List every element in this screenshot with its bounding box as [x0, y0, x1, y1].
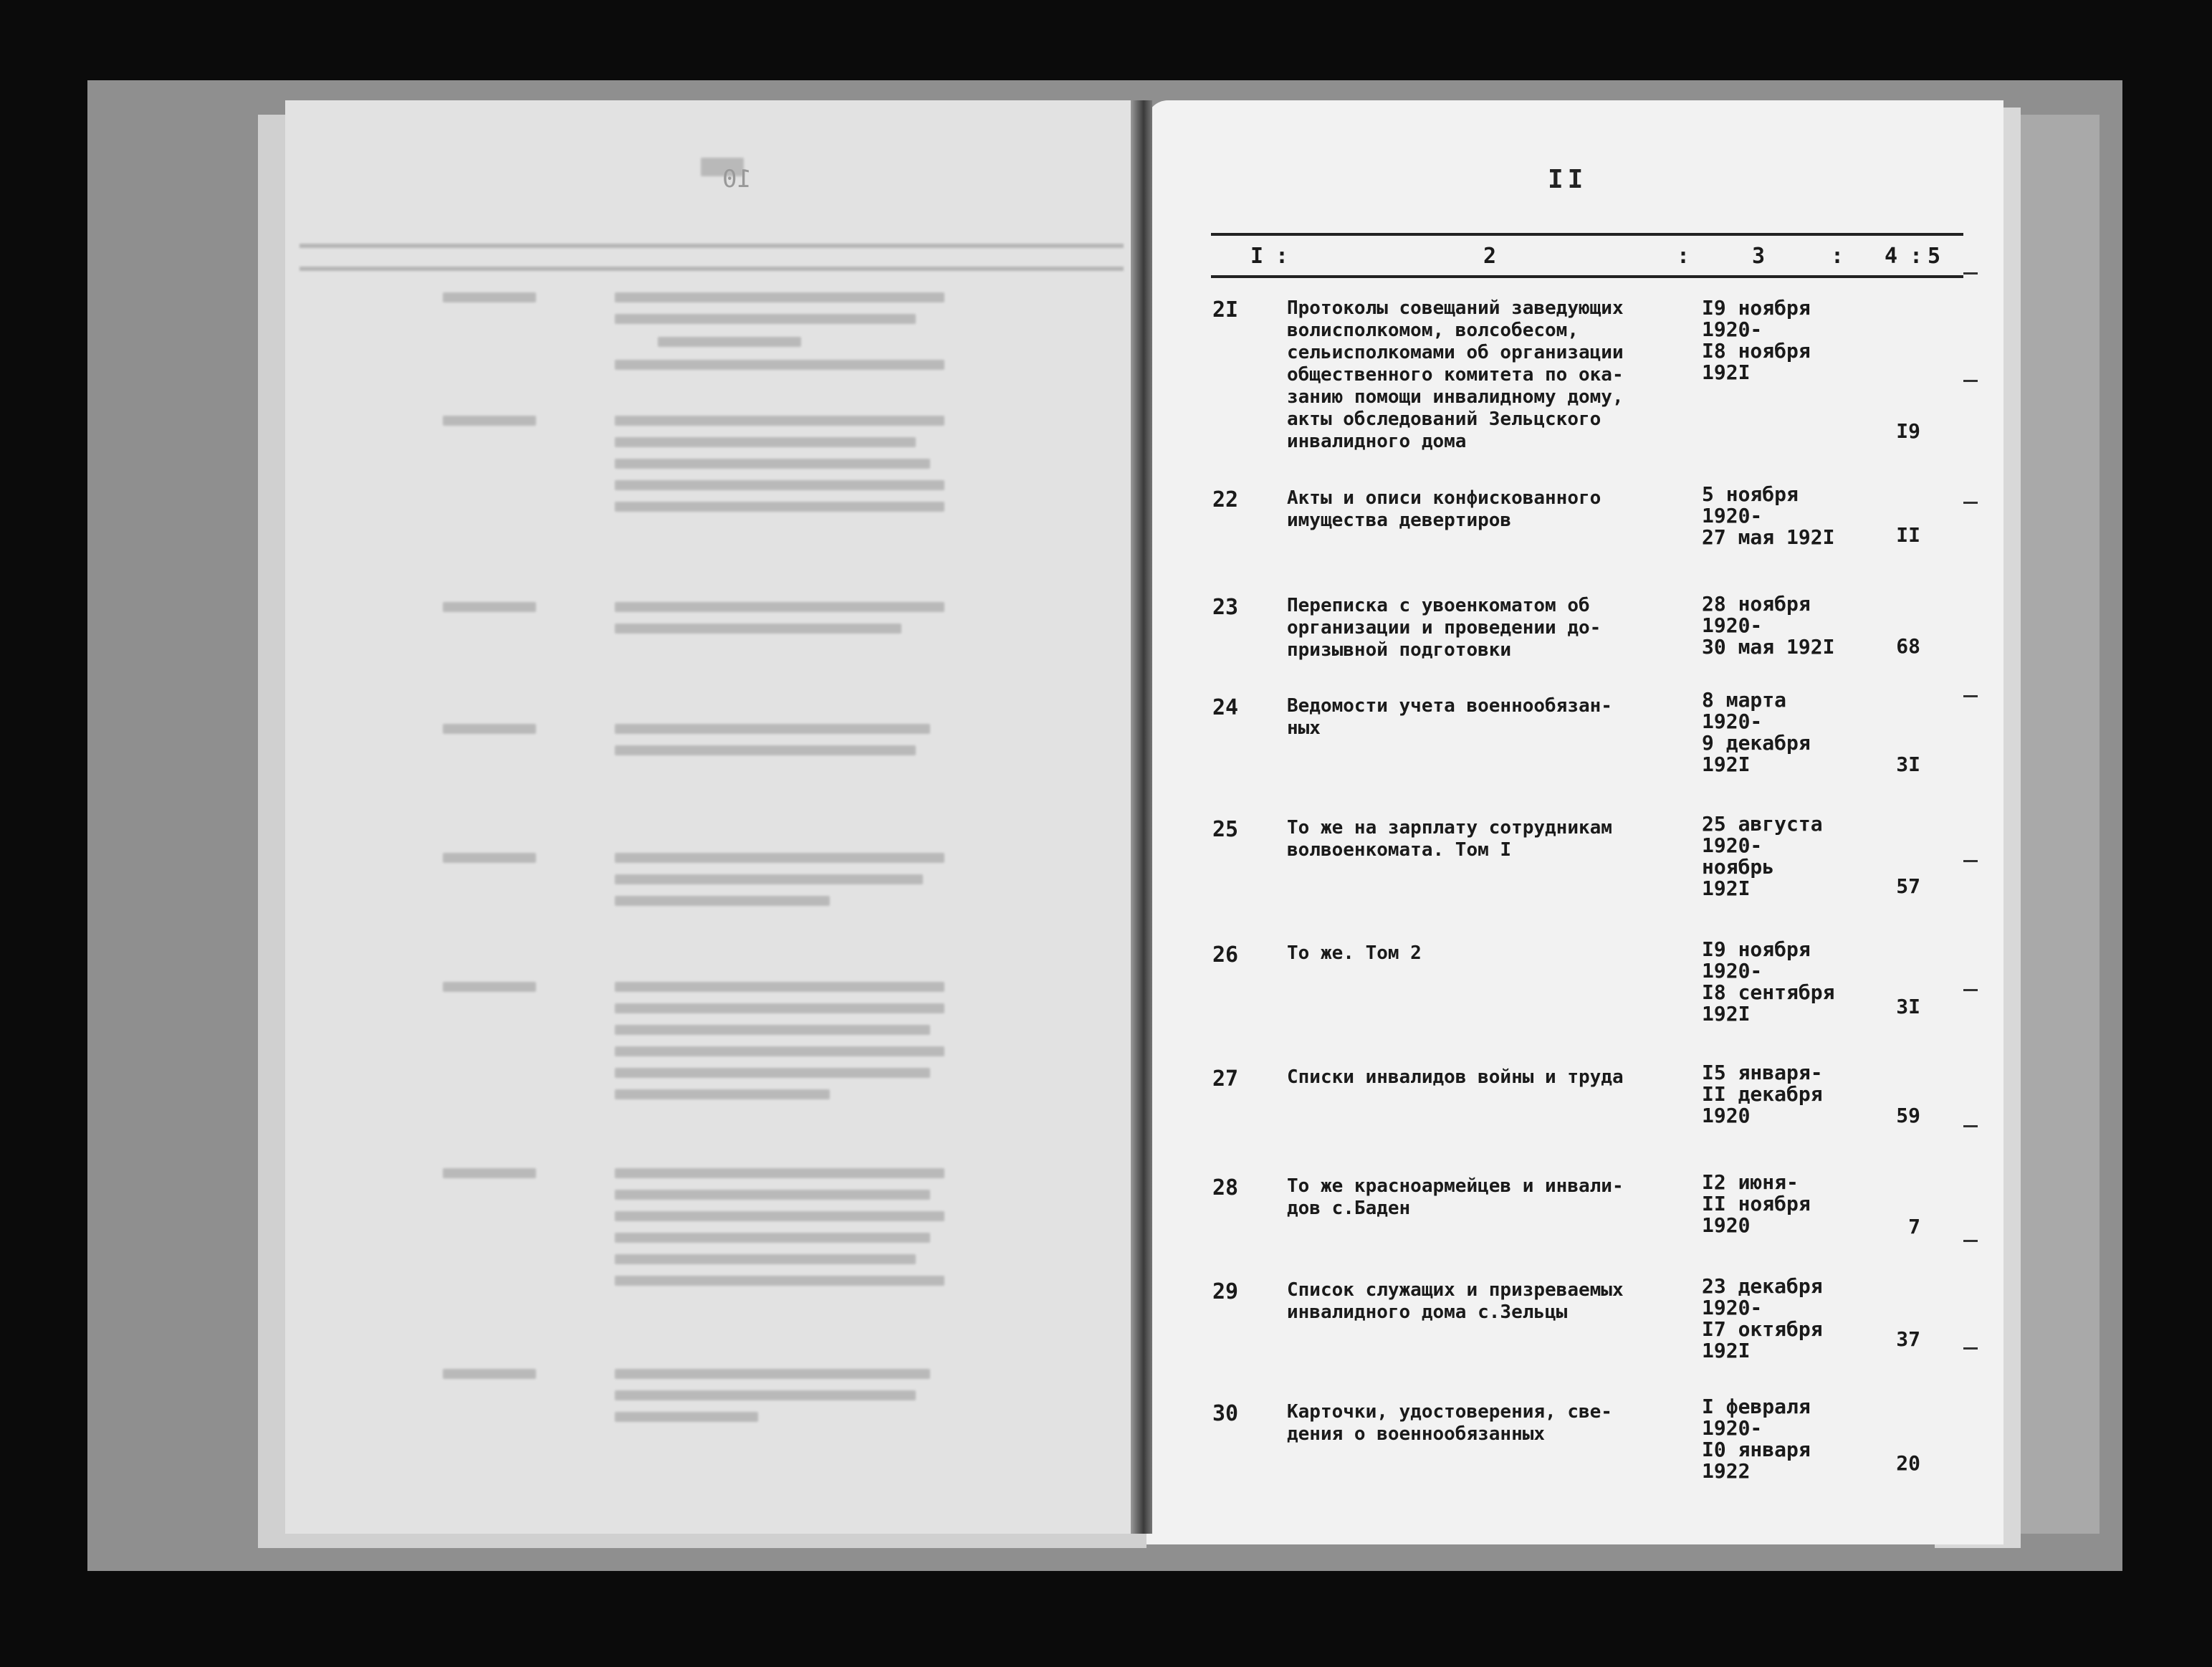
- page-edge-mark: [1963, 860, 1978, 862]
- row-title: Переписка с увоенкоматом об организации и проведении до- призывной подготовки: [1287, 595, 1601, 661]
- row-dates: I5 января- II декабря 1920: [1702, 1061, 1823, 1127]
- col-header-1: I: [1250, 244, 1264, 269]
- row-title: Карточки, удостоверения, све- дения о военнообязанных: [1287, 1401, 1612, 1445]
- row-number: 25: [1212, 817, 1239, 842]
- col-divider: :: [1275, 244, 1289, 269]
- row-number: 27: [1212, 1066, 1239, 1092]
- row-number: 23: [1212, 595, 1239, 620]
- row-title: Протоколы совещаний заведующих волисполкомом, волсобесом, сельисполкомами об организации общественного комитета по ока- занию помощи инвалидному дому, акты обследований Зельцского инвалидного дома: [1287, 297, 1624, 452]
- row-title: Ведомости учета военнообязан- ных: [1287, 695, 1612, 739]
- row-number: 22: [1212, 487, 1239, 512]
- row-title: Списки инвалидов войны и труда: [1287, 1066, 1624, 1088]
- row-title: То же. Том 2: [1287, 942, 1422, 964]
- left-page: [285, 100, 1138, 1534]
- page-edge-mark: [1963, 272, 1978, 274]
- row-number: 29: [1212, 1279, 1239, 1304]
- row-dates: I февраля 1920- I0 января 1922: [1702, 1395, 1811, 1483]
- row-dates: I2 июня- II ноября 1920: [1702, 1170, 1811, 1237]
- left-page-number: 10: [722, 165, 752, 194]
- row-number: 28: [1212, 1175, 1239, 1200]
- row-title: Список служащих и призреваемых инвалидного дома с.Зельцы: [1287, 1279, 1624, 1323]
- row-sheets: 20: [1896, 1451, 1920, 1475]
- header-rule-top: [1211, 233, 1963, 236]
- row-title: То же на зарплату сотрудникам волвоенкомата. Том I: [1287, 817, 1612, 861]
- row-title: Акты и описи конфискованного имущества девертиров: [1287, 487, 1601, 531]
- right-page: [1146, 100, 2003, 1544]
- col-header-3: 3: [1752, 244, 1766, 269]
- row-sheets: I9: [1896, 419, 1920, 443]
- col-divider: :: [1677, 244, 1690, 269]
- row-number: 24: [1212, 695, 1239, 720]
- page-edge-mark: [1963, 1347, 1978, 1350]
- header-rule-bottom: [1211, 275, 1963, 278]
- row-dates: 28 ноября 1920- 30 мая 192I: [1702, 592, 1835, 659]
- row-sheets: 59: [1896, 1104, 1920, 1127]
- page-edge-mark: [1963, 1240, 1978, 1242]
- row-dates: 5 ноября 1920- 27 мая 192I: [1702, 482, 1835, 549]
- row-dates: 23 декабря 1920- I7 октября 192I: [1702, 1274, 1823, 1362]
- row-title: То же красноармейцев и инвали- дов с.Баден: [1287, 1175, 1624, 1219]
- page-edge-mark: [1963, 502, 1978, 504]
- row-sheets: 7: [1908, 1215, 1920, 1238]
- page-edge-mark: [1963, 380, 1978, 382]
- page-edge-mark: [1963, 1125, 1978, 1127]
- col-divider: :: [1831, 244, 1844, 269]
- row-number: 26: [1212, 942, 1239, 968]
- row-number: 30: [1212, 1401, 1239, 1426]
- row-dates: 8 марта 1920- 9 декабря 192I: [1702, 688, 1811, 776]
- col-divider: :: [1910, 244, 1923, 269]
- col-header-4: 4: [1885, 244, 1898, 269]
- show-through-text: [285, 100, 1138, 1534]
- page-number: II: [1548, 165, 1588, 194]
- row-sheets: 37: [1896, 1327, 1920, 1351]
- row-sheets: 3I: [1896, 995, 1920, 1018]
- book-spine: [1131, 100, 1152, 1534]
- page-edge-mark: [1963, 695, 1978, 697]
- page-edge-mark: [1963, 989, 1978, 991]
- row-dates: 25 августа 1920- ноябрь 192I: [1702, 812, 1823, 900]
- row-number: 2I: [1212, 297, 1239, 323]
- row-dates: I9 ноября 1920- I8 сентября 192I: [1702, 937, 1835, 1026]
- col-header-2: 2: [1483, 244, 1497, 269]
- row-sheets: II: [1896, 523, 1920, 547]
- row-sheets: 3I: [1896, 753, 1920, 776]
- row-sheets: 57: [1896, 874, 1920, 898]
- row-sheets: 68: [1896, 634, 1920, 658]
- row-dates: I9 ноября 1920- I8 ноября 192I: [1702, 296, 1811, 384]
- col-header-5: 5: [1928, 244, 1941, 269]
